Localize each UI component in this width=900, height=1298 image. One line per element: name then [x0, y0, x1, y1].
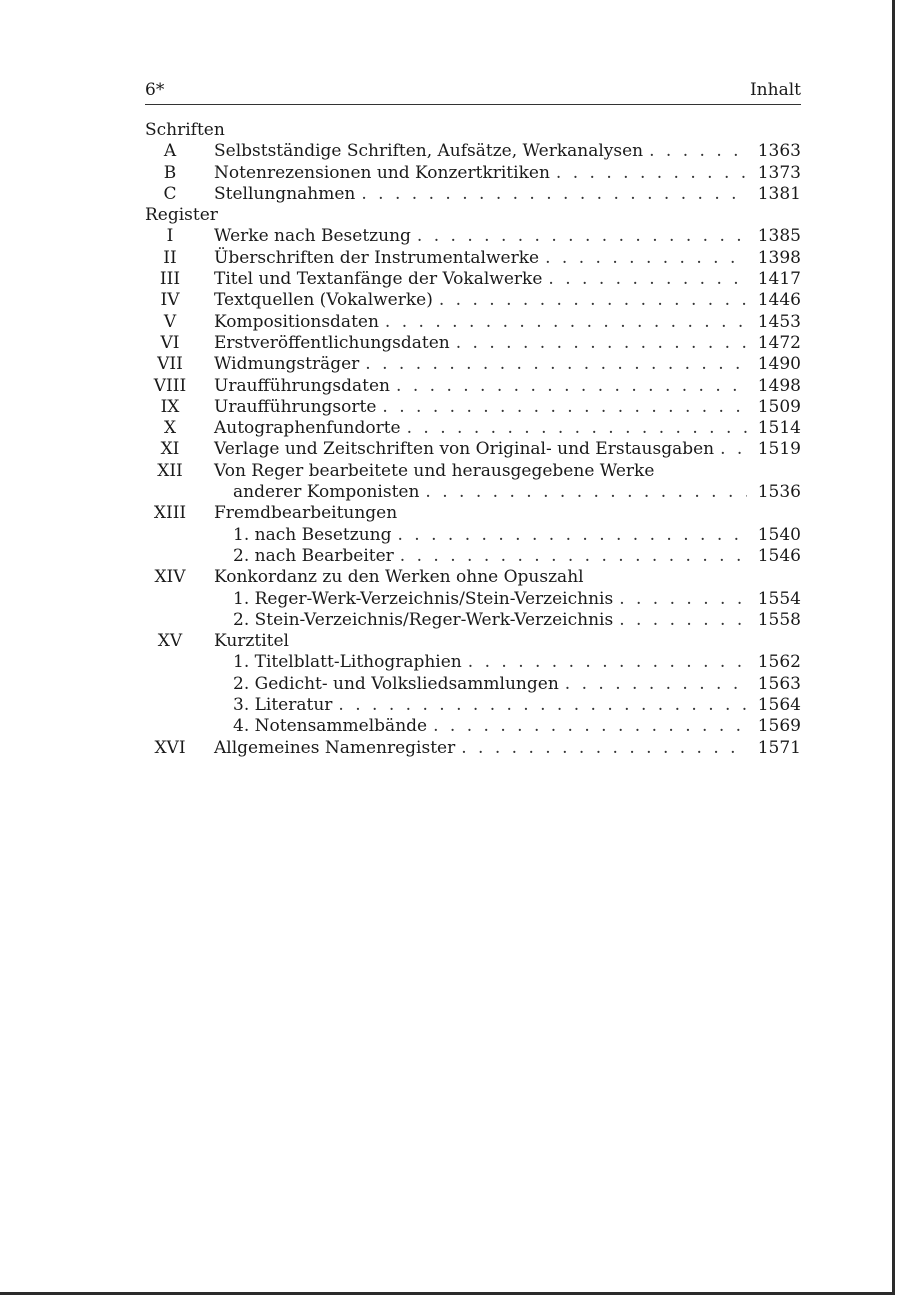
entry-title: Werke nach Besetzung	[214, 226, 411, 247]
entry-title: 1. nach Besetzung	[233, 524, 392, 545]
entry-leader-row	[233, 695, 801, 716]
entry-leader-row	[214, 184, 801, 205]
entry-page: 1498	[757, 375, 801, 396]
dot-leader	[407, 418, 747, 439]
entry-leader-row	[214, 290, 801, 311]
entry-title: anderer Komponisten	[233, 482, 420, 503]
entry-title: 3. Literatur	[233, 695, 333, 716]
toc-entry	[145, 525, 801, 546]
entry-page: 1385	[757, 226, 801, 247]
entry-number: XVI	[154, 737, 186, 758]
entry-leader-row	[233, 652, 801, 673]
entry-page: 1569	[757, 716, 801, 737]
entry-title: Uraufführungsorte	[214, 396, 377, 417]
entry-page: 1571	[757, 737, 801, 758]
entry-title: Selbstständige Schriften, Aufsätze, Werkanalysen	[214, 141, 644, 162]
entry-title: Notenrezensionen und Konzertkritiken	[214, 162, 550, 183]
entry-page: 1363	[757, 141, 801, 162]
entry-leader-row	[214, 163, 801, 184]
entry-page: 1563	[757, 673, 801, 694]
entry-title: Widmungsträger	[214, 354, 360, 375]
entry-leader-row	[214, 439, 801, 460]
entry-leader-row	[233, 716, 801, 737]
entry-title: Titel und Textanfänge der Vokalwerke	[214, 269, 543, 290]
entry-title: 2. Gedicht- und Volksliedsammlungen	[233, 673, 559, 694]
entry-title: 1. Titelblatt-Lithographien	[233, 652, 462, 673]
entry-leader-row	[233, 546, 801, 567]
entry-number: II	[163, 247, 177, 268]
toc-entry	[145, 397, 801, 418]
toc-entry	[145, 312, 801, 333]
toc-entry	[145, 290, 801, 311]
entry-title: 2. Stein-Verzeichnis/Reger-Werk-Verzeichnis	[233, 609, 614, 630]
entry-page: 1453	[757, 311, 801, 332]
toc-entry	[145, 567, 801, 588]
toc-entry	[145, 652, 801, 673]
toc-entry	[145, 482, 801, 503]
entry-number: IV	[160, 290, 180, 311]
dot-leader	[456, 333, 747, 354]
entry-title: Kompositionsdaten	[214, 311, 379, 332]
entry-page: 1519	[757, 439, 801, 460]
entry-title: 4. Notensammelbände	[233, 716, 428, 737]
toc-entry	[145, 354, 801, 375]
dot-leader	[433, 716, 747, 737]
entry-number: C	[163, 183, 177, 204]
entry-page: 1509	[757, 396, 801, 417]
entry-leader-row	[214, 567, 801, 588]
dot-leader	[548, 269, 747, 290]
entry-number: XV	[157, 631, 183, 652]
entry-page: 1417	[757, 269, 801, 290]
dot-leader	[396, 376, 747, 397]
toc-entry	[145, 163, 801, 184]
entry-page: 1564	[757, 695, 801, 716]
entry-leader-row	[214, 248, 801, 269]
entry-title: Von Reger bearbeitete und herausgegebene Werke	[214, 460, 655, 481]
entry-leader-row	[214, 354, 801, 375]
toc-entry	[145, 269, 801, 290]
entry-page: 1472	[757, 332, 801, 353]
entry-title: 2. nach Bearbeiter	[233, 545, 394, 566]
entry-leader-row	[214, 738, 801, 759]
dot-leader	[400, 546, 747, 567]
entry-page: 1490	[757, 354, 801, 375]
entry-leader-row	[214, 461, 801, 482]
entry-number: V	[163, 311, 177, 332]
dot-leader	[398, 525, 748, 546]
dot-leader	[382, 397, 747, 418]
entry-title: Überschriften der Instrumentalwerke	[214, 247, 540, 268]
toc-entry	[145, 333, 801, 354]
running-title: Inhalt	[749, 80, 801, 100]
entry-number: VIII	[153, 375, 187, 396]
entry-title: Autographenfundorte	[214, 418, 401, 439]
entry-leader-row	[214, 631, 801, 652]
dot-leader	[556, 163, 747, 184]
entry-number: III	[159, 269, 181, 290]
dot-leader	[439, 290, 747, 311]
toc-entry	[145, 184, 801, 205]
dot-leader	[425, 482, 747, 503]
entry-leader-row	[214, 418, 801, 439]
entry-number: XIII	[153, 503, 187, 524]
toc-entry	[145, 503, 801, 524]
entry-page: 1398	[757, 247, 801, 268]
entry-title: Fremdbearbeitungen	[214, 503, 398, 524]
entry-number: B	[163, 162, 177, 183]
entry-page: 1536	[757, 482, 801, 503]
dot-leader	[545, 248, 747, 269]
entry-page: 1514	[757, 418, 801, 439]
page-number: 6*	[145, 80, 165, 100]
entry-leader-row	[233, 674, 801, 695]
toc-entry	[145, 716, 801, 737]
toc-entry	[145, 631, 801, 652]
running-header	[145, 80, 801, 105]
dot-leader	[649, 141, 747, 162]
toc-entry	[145, 695, 801, 716]
entry-page: 1373	[757, 162, 801, 183]
entry-title: Stellungnahmen	[214, 183, 356, 204]
entry-leader-row	[233, 589, 801, 610]
toc-entry	[145, 674, 801, 695]
entry-leader-row	[214, 141, 801, 162]
toc-entry	[145, 141, 801, 162]
table-of-contents	[145, 120, 801, 759]
toc-entry	[145, 248, 801, 269]
entry-title: Uraufführungsdaten	[214, 375, 391, 396]
entry-leader-row	[214, 269, 801, 290]
toc-entry	[145, 439, 801, 460]
dot-leader	[619, 589, 747, 610]
entry-page: 1562	[757, 652, 801, 673]
entry-title: Konkordanz zu den Werken ohne Opuszahl	[214, 567, 584, 588]
dot-leader	[365, 354, 747, 375]
dot-leader	[619, 610, 747, 631]
entry-leader-row	[214, 312, 801, 333]
toc-entry	[145, 589, 801, 610]
entry-title: Allgemeines Namenregister	[214, 737, 456, 758]
entry-number: I	[166, 226, 174, 247]
entry-leader-row	[233, 610, 801, 631]
toc-entry	[145, 738, 801, 759]
entry-number: XI	[160, 439, 180, 460]
toc-entry	[145, 226, 801, 247]
entry-title: Textquellen (Vokalwerke)	[214, 290, 433, 311]
section-heading: Schriften	[145, 120, 225, 140]
entry-title: Verlage und Zeitschriften von Original- und Erstausgaben	[214, 439, 715, 460]
dot-leader	[361, 184, 747, 205]
entry-number: XII	[157, 460, 183, 481]
entry-leader-row	[233, 482, 801, 503]
entry-leader-row	[214, 333, 801, 354]
entry-leader-row	[214, 226, 801, 247]
entry-page: 1446	[757, 290, 801, 311]
entry-page: 1558	[757, 609, 801, 630]
entry-number: A	[163, 141, 177, 162]
entry-number: VI	[160, 332, 180, 353]
toc-entry	[145, 546, 801, 567]
entry-leader-row	[214, 397, 801, 418]
entry-number: XIV	[154, 567, 186, 588]
entry-number: VII	[157, 354, 183, 375]
toc-entry	[145, 418, 801, 439]
dot-leader	[720, 439, 747, 460]
entry-leader-row	[214, 376, 801, 397]
dot-leader	[385, 312, 747, 333]
toc-entry	[145, 376, 801, 397]
entry-page: 1546	[757, 545, 801, 566]
entry-page: 1381	[757, 183, 801, 204]
dot-leader	[338, 695, 747, 716]
toc-entry	[145, 461, 801, 482]
dot-leader	[565, 674, 747, 695]
dot-leader	[468, 652, 747, 673]
entry-number: X	[163, 418, 177, 439]
entry-page: 1540	[757, 524, 801, 545]
entry-leader-row	[214, 503, 801, 524]
entry-leader-row	[233, 525, 801, 546]
entry-number: IX	[160, 396, 180, 417]
section-heading: Register	[145, 205, 218, 226]
entry-title: 1. Reger-Werk-Verzeichnis/Stein-Verzeichnis	[233, 588, 614, 609]
toc-entry	[145, 610, 801, 631]
entry-title: Kurztitel	[214, 631, 289, 652]
entry-title: Erstveröffentlichungsdaten	[214, 332, 450, 353]
dot-leader	[417, 226, 747, 247]
dot-leader	[461, 738, 747, 759]
entry-page: 1554	[757, 588, 801, 609]
